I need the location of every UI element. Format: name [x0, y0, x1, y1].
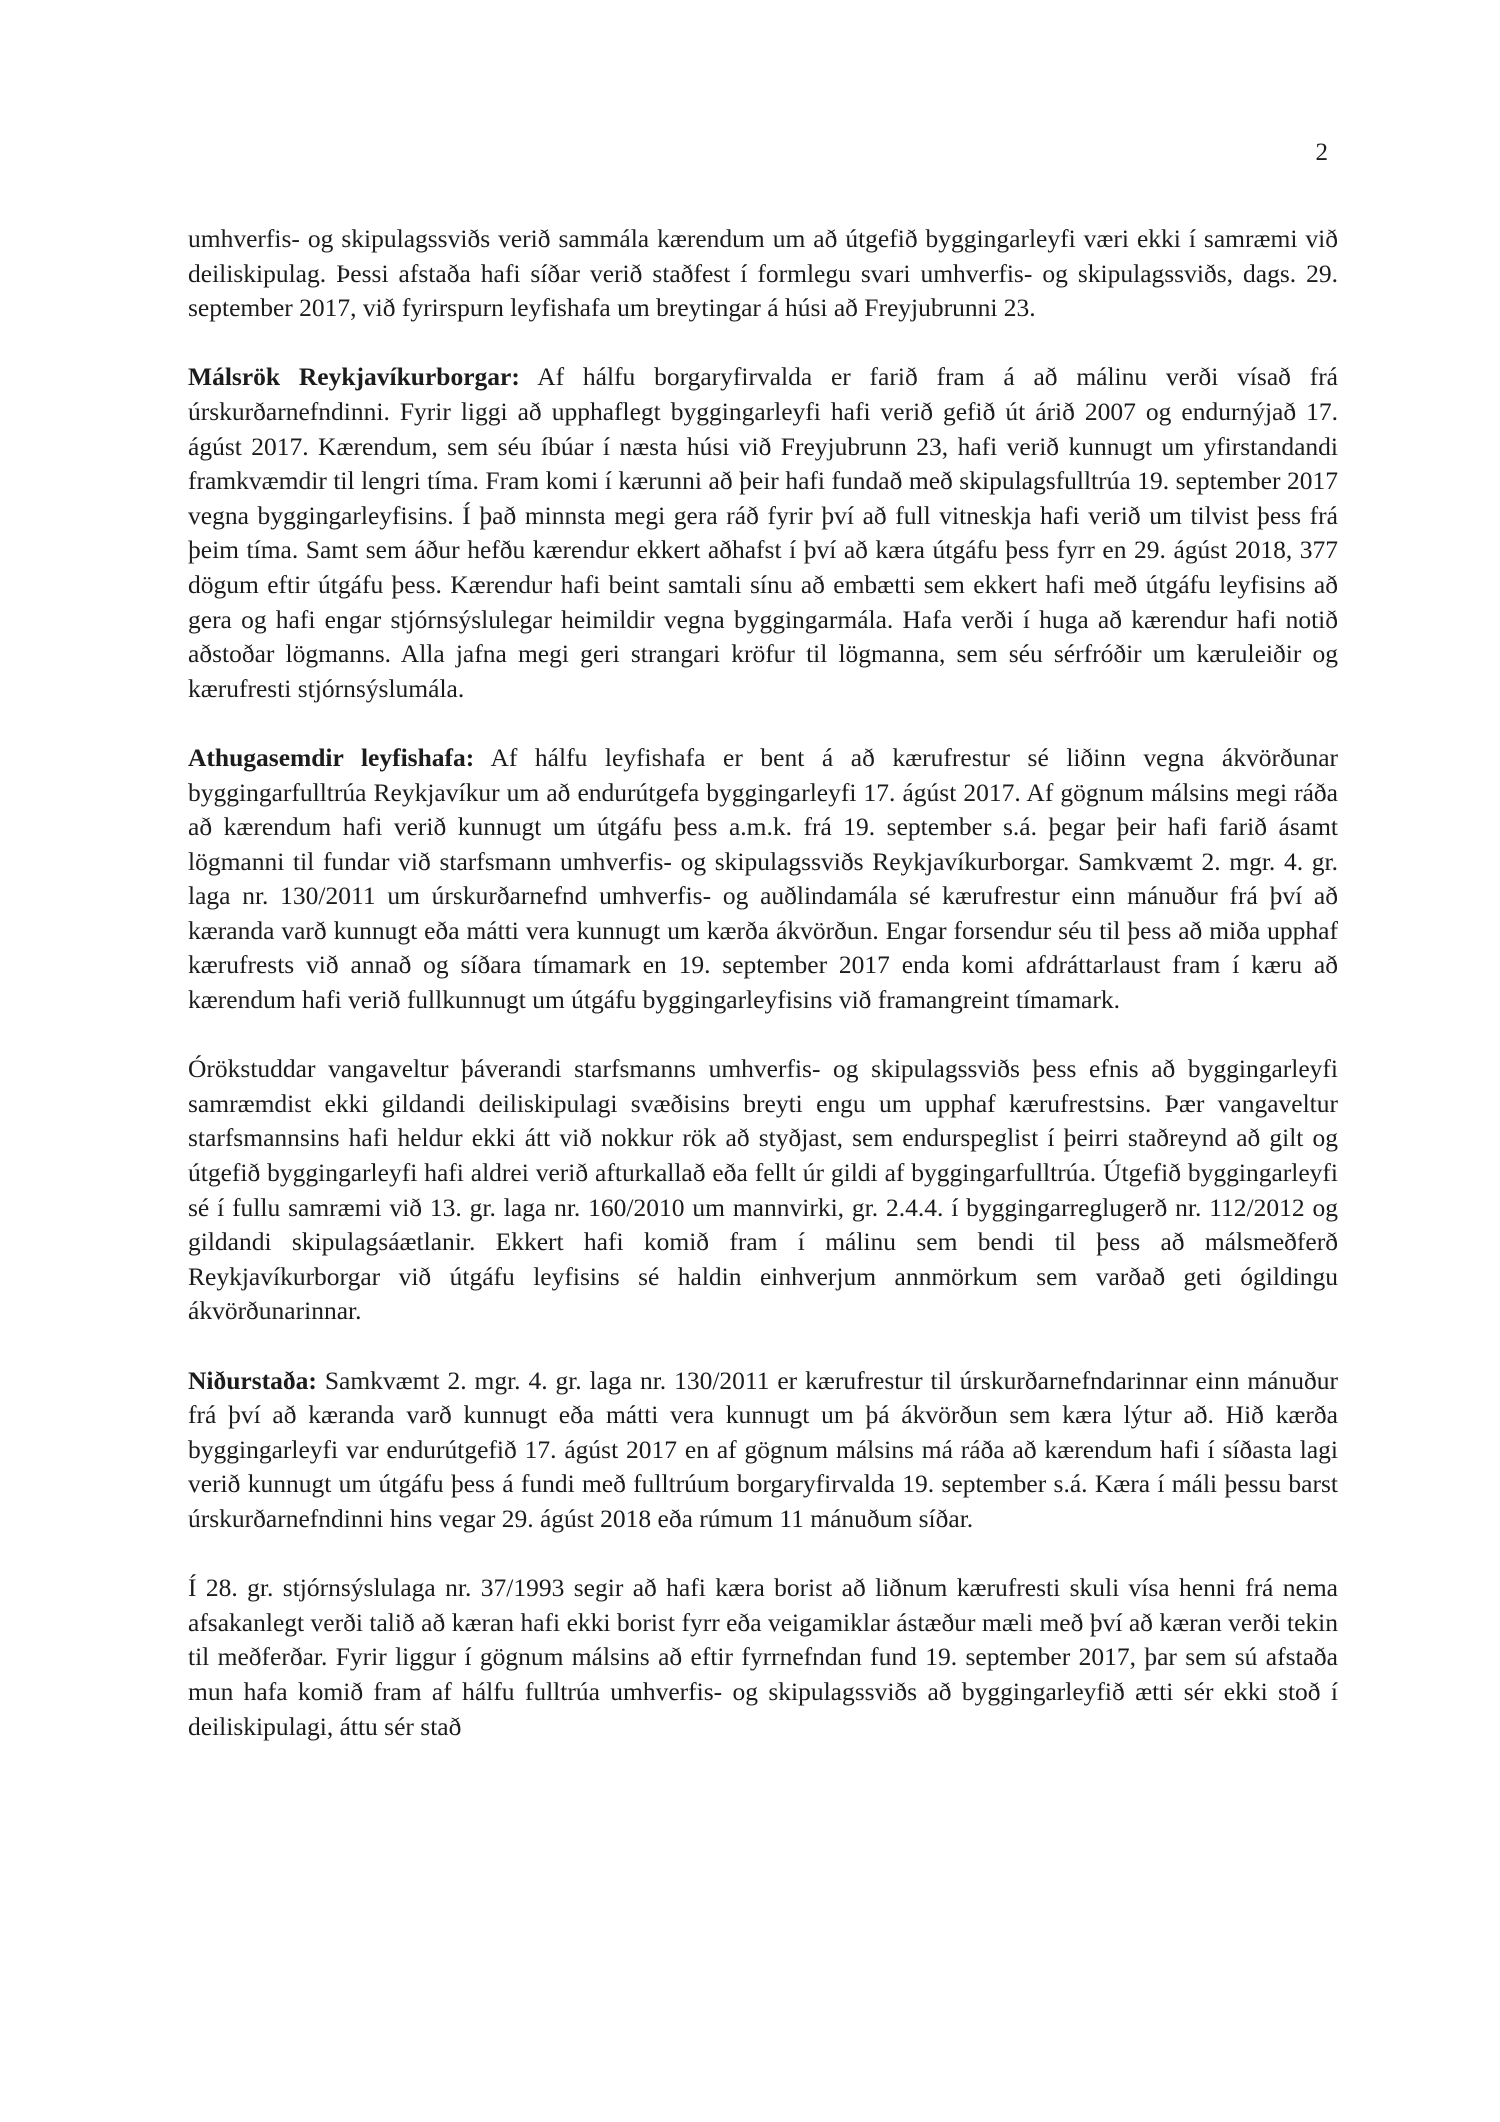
paragraph-intro-continuation	[188, 222, 1338, 326]
section-heading-athugasemdir: Athugasemdir leyfishafa:	[188, 742, 475, 772]
section-heading-malsrok: Málsrök Reykjavíkurborgar:	[188, 362, 520, 392]
paragraph-orokstuddar-vangaveltur	[188, 1052, 1338, 1329]
paragraph-athugasemdir-leyfishafa	[188, 741, 1338, 1018]
paragraph-text: Af hálfu borgaryfirvalda er farið fram á að málinu verði vísað frá úrskurðarnefndinni. Fyrir liggi að upphaflegt byggingarleyfi hafi verið gefið út árið 2007 og endurnýjað 17. ágúst 2017. Kærendum, sem séu íbúar í næsta húsi við Freyjubrunn 23, hafi verið kunnugt um yfirstandandi framkvæmdir til lengri tíma. Fram komi í kærunni að þeir hafi fundað með skipulagsfulltrúa 19. september 2017 vegna byggingarleyfisins. Í það minnsta megi gera ráð fyrir því að full vitneskja hafi verið um tilvist þess frá þeim tíma. Samt sem áður hefðu kærendur ekkert aðhafst í því að kæra útgáfu þess fyrr en 29. ágúst 2018, 377 dögum eftir útgáfu þess. Kærendur hafi beint samtali sínu að embætti sem ekkert hafi með útgáfu leyfisins að gera og hafi engar stjórnsýslulegar heimildir vegna byggingarmála. Hafa verði í huga að kærendur hafi notið aðstoðar lögmanns. Alla jafna megi geri strangari kröfur til lögmanna, sem séu sérfróðir um kæruleiðir og kærufresti stjórnsýslumála.	[188, 362, 1338, 703]
section-heading-nidurstada: Niðurstaða:	[188, 1365, 317, 1395]
page-number: 2	[1315, 139, 1328, 166]
paragraph-text: Í 28. gr. stjórnsýslulaga nr. 37/1993 segir að hafi kæra borist að liðnum kærufresti skuli vísa henni frá nema afsakanlegt verði talið að kæran hafi ekki borist fyrr eða veigamiklar ástæður mæli með því að kæran verði tekin til meðferðar. Fyrir liggur í gögnum málsins að eftir fyrrnefndan fund 19. september 2017, þar sem sú afstaða mun hafa komið fram af hálfu fulltrúa umhverfis- og skipulagssviðs að byggingarleyfið ætti sér ekki stoð í deiliskipulagi, áttu sér stað	[188, 1573, 1338, 1741]
paragraph-text: Af hálfu leyfishafa er bent á að kærufrestur sé liðinn vegna ákvörðunar byggingarfulltrúa Reykjavíkur um að endurútgefa byggingarleyfi 17. ágúst 2017. Af gögnum málsins megi ráða að kærendum hafi verið kunnugt um útgáfu þess a.m.k. frá 19. september s.á. þegar þeir hafi farið ásamt lögmanni til fundar við starfsmann umhverfis- og skipulagssviðs Reykjavíkurborgar. Samkvæmt 2. mgr. 4. gr. laga nr. 130/2011 um úrskurðarnefnd umhverfis- og auðlindamála sé kærufrestur einn mánuður frá því að kæranda varð kunnugt eða mátti vera kunnugt um kærða ákvörðun. Engar forsendur séu til þess að miða upphaf kærufrests við annað og síðara tímamark en 19. september 2017 enda komi afdráttarlaust fram í kæru að kærendum hafi verið fullkunnugt um útgáfu byggingarleyfisins við framangreint tímamark.	[188, 742, 1339, 1015]
paragraph-text: Órökstuddar vangaveltur þáverandi starfsmanns umhverfis- og skipulagssviðs þess efnis að byggingarleyfi samræmdist ekki gildandi deiliskipulagi svæðisins breyti engu um upphaf kærufrestsins. Þær vangaveltur starfsmannsins hafi heldur ekki átt við nokkur rök að styðjast, sem endurspeglist í þeirri staðreynd að gilt og útgefið byggingarleyfi hafi aldrei verið afturkallað eða fellt úr gildi af byggingarfulltrúa. Útgefið byggingarleyfi sé í fullu samræmi við 13. gr. laga nr. 160/2010 um mannvirki, gr. 2.4.4. í byggingarreglugerð nr. 112/2012 og gildandi skipulagsáætlanir. Ekkert hafi komið fram í málinu sem bendi til þess að málsmeðferð Reykjavíkurborgar við útgáfu leyfisins sé haldin einhverjum annmörkum sem varðað geti ógildingu ákvörðunarinnar.	[188, 1054, 1338, 1326]
paragraph-stjornsyslulog	[188, 1571, 1338, 1744]
paragraph-text: Samkvæmt 2. mgr. 4. gr. laga nr. 130/2011 er kærufrestur til úrskurðarnefndarinnar einn mánuður frá því að kæranda varð kunnugt eða mátti vera kunnugt um þá ákvörðun sem kæra lýtur að. Hið kærða byggingarleyfi var endurútgefið 17. ágúst 2017 en af gögnum málsins má ráða að kærendum hafi í síðasta lagi verið kunnugt um útgáfu þess á fundi með fulltrúum borgaryfirvalda 19. september s.á. Kæra í máli þessu barst úrskurðarnefndinni hins vegar 29. ágúst 2018 eða rúmum 11 mánuðum síðar.	[188, 1365, 1338, 1533]
document-body	[188, 222, 1338, 1744]
paragraph-nidurstada	[188, 1364, 1338, 1537]
paragraph-malsrok-reykjavikurborgar	[188, 360, 1338, 706]
paragraph-text: umhverfis- og skipulagssviðs verið sammála kærendum um að útgefið byggingarleyfi væri ekki í samræmi við deiliskipulag. Þessi afstaða hafi síðar verið staðfest í formlegu svari umhverfis- og skipulagssviðs, dags. 29. september 2017, við fyrirspurn leyfishafa um breytingar á húsi að Freyjubrunni 23.	[188, 224, 1338, 323]
